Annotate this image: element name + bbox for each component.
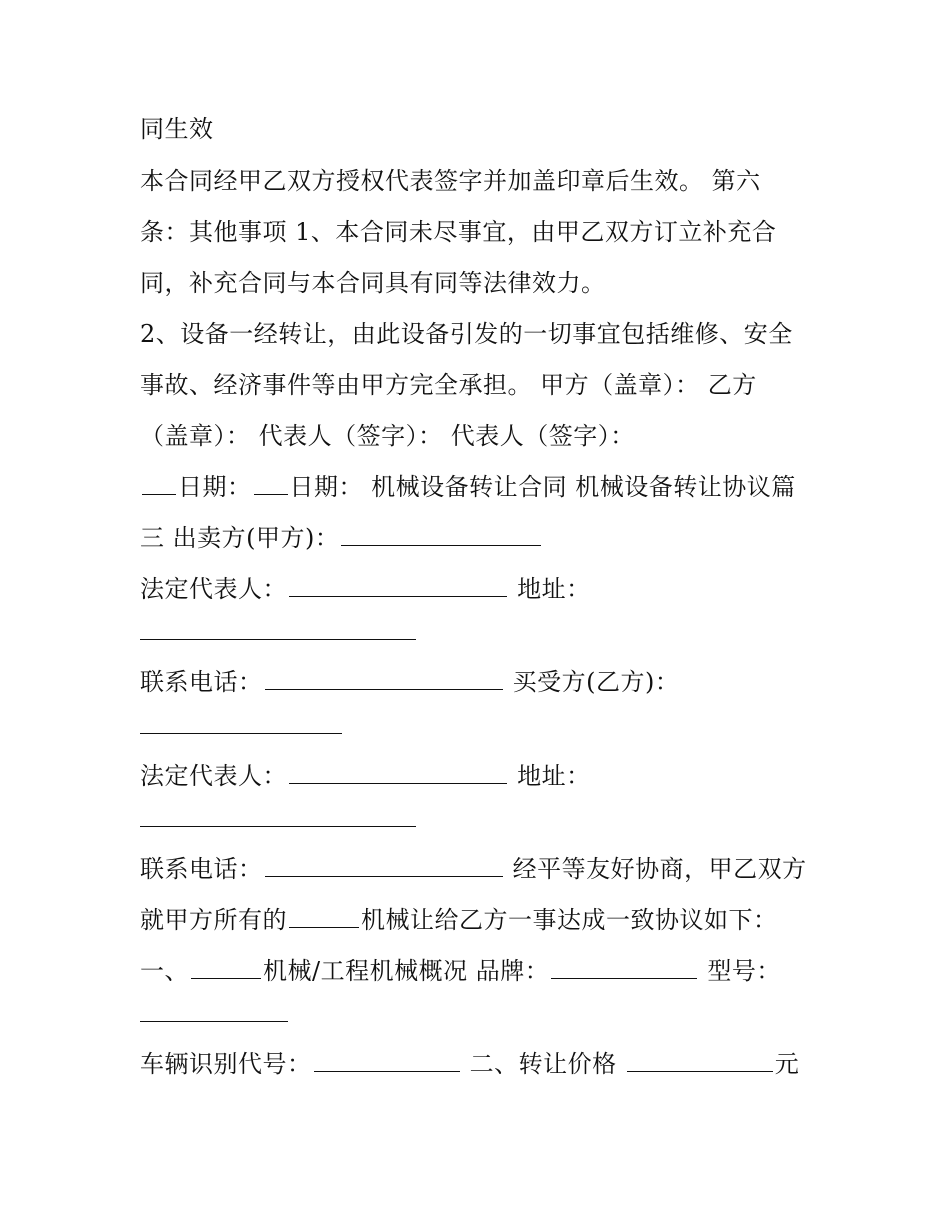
brand-blank[interactable] bbox=[551, 956, 697, 979]
buyer-address-blank[interactable] bbox=[140, 825, 416, 827]
date1-label: 日期： bbox=[178, 473, 252, 501]
buyer-phone-line bbox=[140, 854, 807, 884]
text-line-6: 事故、经济事件等由甲方完全承担。 甲方（盖章）： 乙方 bbox=[140, 371, 757, 399]
vin-line bbox=[140, 1049, 799, 1079]
seller-rep-line bbox=[140, 574, 591, 604]
date2-blank[interactable] bbox=[254, 472, 288, 495]
vin-label: 车辆识别代号： bbox=[140, 1050, 312, 1078]
model-label: 型号： bbox=[707, 957, 781, 985]
text-line-4: 同，补充合同与本合同具有同等法律效力。 bbox=[140, 269, 606, 297]
seller-phone-blank[interactable] bbox=[265, 667, 503, 690]
agreement-line bbox=[140, 905, 778, 935]
seller-blank[interactable] bbox=[341, 523, 541, 546]
seller-phone-line bbox=[140, 667, 679, 697]
model-blank[interactable] bbox=[140, 1020, 288, 1022]
buyer-phone-tail: 经平等友好协商，甲乙双方 bbox=[512, 855, 807, 883]
seller-label: 三 出卖方(甲方)： bbox=[140, 524, 340, 552]
price-unit: 元 bbox=[774, 1050, 800, 1078]
text-line-2: 本合同经甲乙双方授权代表签字并加盖印章后生效。 第六 bbox=[140, 167, 761, 195]
buyer-phone-label: 联系电话： bbox=[140, 855, 263, 883]
vin-blank[interactable] bbox=[314, 1049, 460, 1072]
buyer-rep-label: 法定代表人： bbox=[140, 762, 287, 790]
date1-blank[interactable] bbox=[142, 472, 176, 495]
buyer-phone-blank[interactable] bbox=[265, 854, 503, 877]
date-line-tail: 机械设备转让合同 机械设备转让协议篇 bbox=[371, 473, 796, 501]
buyer-rep-blank[interactable] bbox=[289, 761, 507, 784]
seller-phone-label: 联系电话： bbox=[140, 668, 263, 696]
buyer-address-label: 地址： bbox=[517, 762, 591, 790]
agreement-suffix: 机械让给乙方一事达成一致协议如下： bbox=[361, 906, 778, 934]
price-blank[interactable] bbox=[627, 1049, 773, 1072]
date-line bbox=[140, 472, 796, 502]
text-line-3: 条：其他事项 1、本合同未尽事宜，由甲乙双方订立补充合 bbox=[140, 218, 777, 246]
seller-rep-label: 法定代表人： bbox=[140, 575, 287, 603]
price-label: 二、转让价格 bbox=[469, 1050, 617, 1078]
seller-address-blank[interactable] bbox=[140, 638, 416, 640]
text-line-5: 2、设备一经转让，由此设备引发的一切事宜包括维修、安全 bbox=[140, 320, 793, 348]
seller-line bbox=[140, 523, 543, 553]
machine-line bbox=[140, 956, 781, 986]
buyer-label: 买受方(乙方)： bbox=[512, 668, 680, 696]
machine-name-blank[interactable] bbox=[289, 905, 359, 928]
seller-rep-blank[interactable] bbox=[289, 574, 507, 597]
agreement-prefix: 就甲方所有的 bbox=[140, 906, 287, 934]
buyer-rep-line bbox=[140, 761, 591, 791]
text-line-7: （盖章）： 代表人（签字）： 代表人（签字）： bbox=[140, 422, 635, 450]
text-line-1: 同生效 bbox=[140, 115, 214, 143]
buyer-blank[interactable] bbox=[140, 732, 342, 734]
seller-address-label: 地址： bbox=[517, 575, 591, 603]
date2-label: 日期： bbox=[289, 473, 363, 501]
machine-type-blank[interactable] bbox=[191, 956, 261, 979]
machine-prefix: 一、 bbox=[140, 957, 189, 985]
machine-overview: 机械/工程机械概况 品牌： bbox=[263, 957, 550, 985]
